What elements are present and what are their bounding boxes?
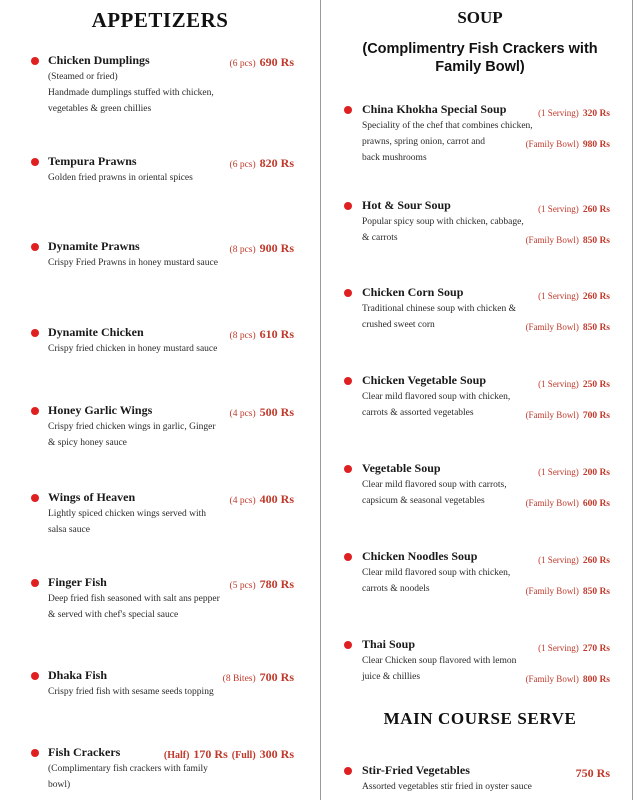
item-amount: 820 Rs [259, 156, 294, 170]
item-description [362, 389, 510, 421]
serving-label: (1 Serving) [538, 204, 579, 214]
family-label: (Family Bowl) [525, 235, 579, 245]
bullet-icon [344, 553, 352, 561]
family-price [526, 230, 610, 248]
bullet-icon [344, 289, 352, 297]
item-name: Finger Fish [48, 575, 107, 589]
item-amount: 750 Rs [575, 766, 610, 780]
item-description [362, 653, 516, 685]
item-description [48, 684, 214, 700]
bullet-icon [344, 106, 352, 114]
desc-line: Clear Chicken soup flavored with lemon [362, 656, 517, 666]
family-amount: 600 Rs [582, 499, 610, 509]
serving-price [538, 286, 610, 304]
item-name: Hot & Sour Soup [362, 198, 451, 212]
item-name: Thai Soup [362, 637, 416, 651]
bullet-icon [344, 377, 352, 385]
desc-line: Crispy fried chicken in honey mustard sauce [48, 344, 218, 354]
item-name: Chicken Noodles Soup [362, 549, 478, 563]
serving-amount: 320 Rs [582, 109, 610, 119]
appetizers-heading: APPETIZERS [91, 8, 229, 32]
serving-label: (1 Serving) [538, 108, 579, 118]
desc-line: prawns, spring onion, carrot and [362, 137, 485, 147]
item-qty: (8 pcs) [229, 331, 256, 341]
serving-price [538, 199, 610, 217]
serving-label: (1 Serving) [538, 379, 579, 389]
desc-line: Lightly spiced chicken wings served with [48, 509, 207, 519]
item-name: Honey Garlic Wings [48, 403, 153, 417]
item-amount: 400 Rs [259, 492, 294, 506]
family-label: (Family Bowl) [525, 498, 579, 508]
desc-line: Golden fried prawns in oriental spices [48, 173, 193, 183]
desc-line: Assorted vegetables stir fried in oyster sauce [362, 782, 532, 792]
serving-label: (1 Serving) [538, 555, 579, 565]
item-description [362, 779, 532, 795]
item-description [362, 118, 533, 166]
item-amount: 780 Rs [259, 577, 294, 591]
bullet-icon [31, 749, 39, 757]
family-label: (Family Bowl) [525, 139, 579, 149]
item-qty: (Half) [163, 750, 190, 761]
serving-label: (1 Serving) [538, 467, 579, 477]
item-price [230, 575, 294, 593]
item-name: Chicken Vegetable Soup [362, 373, 487, 387]
desc-line: Crispy fried fish with sesame seeds topping [48, 687, 214, 697]
serving-amount: 260 Rs [582, 556, 610, 566]
item-qty: (4 pcs) [229, 409, 256, 419]
desc-line: & carrots [362, 233, 398, 243]
item-description [48, 69, 214, 117]
item-description [48, 506, 206, 538]
item-name: Vegetable Soup [362, 461, 441, 475]
desc-line: carrots & assorted vegetables [362, 408, 474, 418]
item-price [230, 325, 294, 343]
item-amount-full: 300 Rs [259, 747, 294, 761]
family-amount: 800 Rs [582, 675, 610, 685]
desc-line: Crispy fried chicken wings in garlic, Ginger [48, 422, 216, 432]
bullet-icon [31, 579, 39, 587]
item-amount: 610 Rs [259, 327, 294, 341]
item-qty: (4 pcs) [229, 496, 256, 506]
desc-line: juice & chillies [362, 672, 421, 682]
item-description [48, 419, 216, 451]
bullet-icon [31, 407, 39, 415]
item-qty: (5 pcs) [229, 581, 256, 591]
item-qty: (8 Bites) [222, 674, 256, 684]
soup-subtitle-line: (Complimentry Fish Crackers with [362, 41, 598, 57]
desc-line: Popular spicy soup with chicken, cabbage, [362, 217, 524, 227]
desc-line: capsicum & seasonal vegetables [362, 496, 485, 506]
item-description [362, 477, 507, 509]
item-amount: 690 Rs [259, 55, 294, 69]
bullet-icon [31, 158, 39, 166]
item-name: Chicken Corn Soup [362, 285, 464, 299]
item-price [230, 154, 294, 172]
desc-line: Clear mild flavored soup with carrots, [362, 480, 507, 490]
item-description [48, 761, 208, 793]
family-amount: 700 Rs [582, 411, 610, 421]
serving-price [538, 638, 610, 656]
serving-label: (1 Serving) [538, 643, 579, 653]
family-price [526, 317, 610, 335]
desc-line: crushed sweet corn [362, 320, 435, 330]
family-price [526, 581, 610, 599]
family-label: (Family Bowl) [525, 674, 579, 684]
bullet-icon [31, 494, 39, 502]
serving-amount: 250 Rs [582, 380, 610, 390]
item-description [362, 214, 524, 246]
serving-label: (1 Serving) [538, 291, 579, 301]
item-name: Chicken Dumplings [48, 53, 150, 67]
serving-amount: 260 Rs [582, 292, 610, 302]
desc-line: Handmade dumplings stuffed with chicken, [48, 88, 214, 98]
serving-amount: 260 Rs [582, 205, 610, 215]
soup-column [322, 0, 638, 800]
desc-line: Speciality of the chef that combines chicken, [362, 121, 533, 131]
serving-price [538, 550, 610, 568]
item-name: Dynamite Chicken [48, 325, 144, 339]
item-description [48, 255, 218, 271]
desc-line: salsa sauce [48, 525, 90, 535]
desc-line: Clear mild flavored soup with chicken, [362, 568, 511, 578]
soup-subtitle [322, 40, 638, 76]
bullet-icon [31, 329, 39, 337]
item-qty: (6 pcs) [229, 59, 256, 69]
main-course-heading: MAIN COURSE SERVE [383, 709, 577, 728]
bullet-icon [344, 202, 352, 210]
item-amount: 900 Rs [259, 241, 294, 255]
item-name: Tempura Prawns [48, 154, 137, 168]
desc-line: (Steamed or fried) [48, 72, 118, 82]
soup-subtitle-line: Family Bowl) [435, 59, 525, 75]
serving-price [538, 374, 610, 392]
desc-line: Traditional chinese soup with chicken & [362, 304, 516, 314]
item-qty: (8 pcs) [229, 245, 256, 255]
item-price [230, 53, 294, 71]
item-price [576, 764, 610, 782]
item-amount: 700 Rs [259, 670, 294, 684]
item-amount: 170 Rs [193, 747, 228, 761]
family-price [526, 405, 610, 423]
item-qty: (6 pcs) [229, 160, 256, 170]
item-description [362, 301, 516, 333]
bullet-icon [344, 465, 352, 473]
bullet-icon [31, 672, 39, 680]
bullet-icon [344, 641, 352, 649]
soup-heading: SOUP [457, 8, 503, 27]
family-price [526, 134, 610, 152]
bullet-icon [31, 243, 39, 251]
desc-line: vegetables & green chillies [48, 104, 152, 114]
item-name: Fish Crackers [48, 745, 121, 759]
desc-line: Clear mild flavored soup with chicken, [362, 392, 511, 402]
item-qty-full: (Full) [231, 750, 256, 761]
desc-line: & served with chef's special sauce [48, 610, 179, 620]
family-amount: 850 Rs [582, 236, 610, 246]
item-price [223, 668, 294, 686]
bullet-icon [344, 767, 352, 775]
bullet-icon [31, 57, 39, 65]
item-name: Dhaka Fish [48, 668, 108, 682]
item-description [362, 565, 510, 597]
family-price [526, 669, 610, 687]
family-label: (Family Bowl) [525, 586, 579, 596]
desc-line: bowl) [48, 780, 71, 790]
serving-price [538, 462, 610, 480]
family-amount: 850 Rs [582, 323, 610, 333]
item-name: Stir-Fried Vegetables [362, 763, 470, 777]
desc-line: carrots & noodels [362, 584, 430, 594]
item-description [48, 341, 217, 357]
serving-amount: 270 Rs [582, 644, 610, 654]
item-description [48, 170, 193, 186]
desc-line: (Complimentary fish crackers with family [48, 764, 208, 774]
desc-line: back mushrooms [362, 153, 427, 163]
family-label: (Family Bowl) [525, 410, 579, 420]
desc-line: Deep fried fish seasoned with salt ans pepper [48, 594, 220, 604]
family-amount: 850 Rs [582, 587, 610, 597]
family-price [526, 493, 610, 511]
item-price [230, 239, 294, 257]
item-amount: 500 Rs [259, 405, 294, 419]
serving-amount: 200 Rs [582, 468, 610, 478]
desc-line: Crispy Fried Prawns in honey mustard sauce [48, 258, 218, 268]
item-price [230, 403, 294, 421]
item-name: Wings of Heaven [48, 490, 136, 504]
column-divider [320, 0, 321, 800]
family-label: (Family Bowl) [525, 322, 579, 332]
item-price [230, 490, 294, 508]
desc-line: & spicy honey sauce [48, 438, 127, 448]
serving-price [538, 103, 610, 121]
family-amount: 980 Rs [582, 140, 610, 150]
item-name: China Khokha Special Soup [362, 102, 507, 116]
item-name: Dynamite Prawns [48, 239, 140, 253]
item-description [48, 591, 220, 623]
